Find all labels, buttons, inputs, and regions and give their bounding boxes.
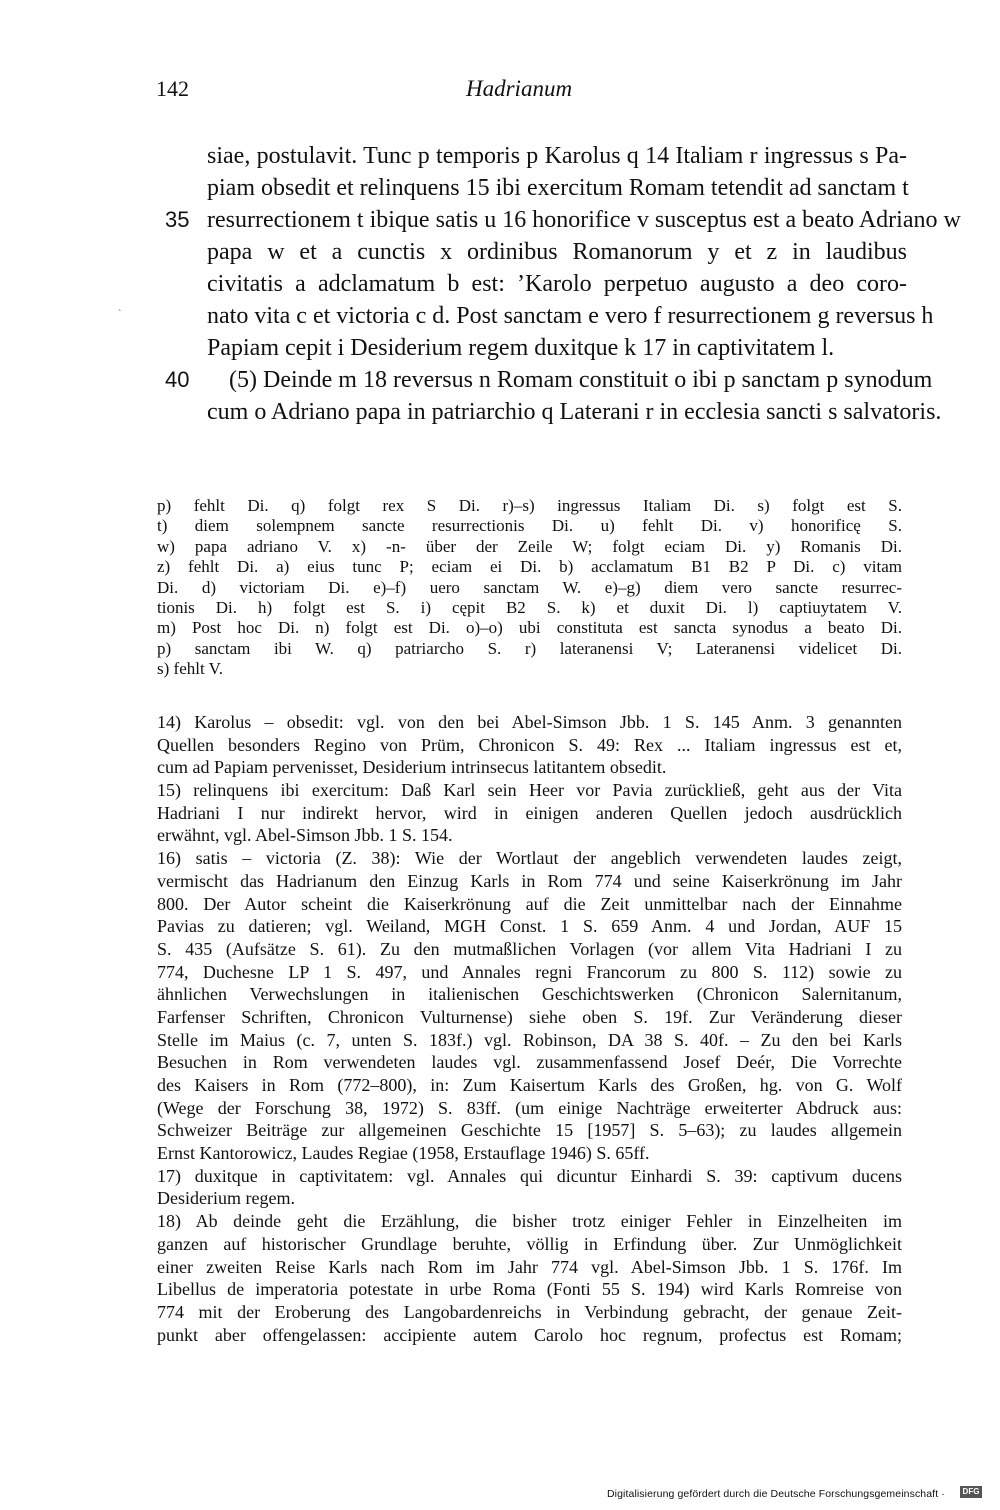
critical-apparatus (157, 496, 902, 680)
commentary-line: 16) satis – victoria (Z. 38): Wie der Wortlaut der angeblich verwendeten laudes zeigt, (157, 848, 902, 869)
margin-mark: ˋ (118, 309, 122, 320)
apparatus-line: m) Post hoc Di. n) folgt est Di. o)–o) ubi constituta est sancta synodus a beato Di. (157, 618, 902, 638)
commentary-line: vermischt das Hadrianum den Einzug Karls in Rom 774 und seine Kaiserkrönung im Jahr (157, 870, 902, 891)
apparatus-line: s) fehlt V. (157, 659, 223, 679)
commentary-line: 18) Ab deinde geht die Erzählung, die bisher trotz einiger Fehler in Einzelheiten im (157, 1211, 902, 1232)
commentary-line: Farfenser Schriften, Chronicon Vulturnense) siehe oben S. 19f. Zur Veränderung dieser (157, 1006, 902, 1027)
commentary-line: Pavias zu datieren; vgl. Weiland, MGH Const. 1 S. 659 Anm. 4 und Jordan, AUF 15 (157, 916, 902, 937)
main-line (165, 364, 933, 396)
line-number: 35 (165, 207, 190, 232)
commentary-line: Hadriani I nur indirekt hervor, wird in einigen anderen Quellen jedoch ausdrücklich (157, 802, 902, 823)
commentary-line: 774, Duchesne LP 1 S. 497, und Annales regni Francorum zu 800 S. 112) sowie zu (157, 961, 902, 982)
commentary-line: Desiderium regem. (157, 1188, 295, 1209)
apparatus-line: t) diem solempnem sancte resurrectionis Di. u) fehlt Di. v) honorificę S. (157, 516, 902, 536)
commentary-line: cum ad Papiam pervenisset, Desiderium intrinsecus latitantem obsedit. (157, 757, 667, 778)
main-line-text: resurrectionem t ibique satis u 16 honorifice v susceptus est a beato Adriano w (207, 207, 961, 233)
commentary-line: Stelle im Maius (c. 7, unten S. 183f.) vgl. Robinson, DA 38 S. 40f. – Zu den bei Karls (157, 1029, 902, 1050)
line-number: 40 (165, 367, 190, 392)
commentary-line: 774 mit der Eroberung des Langobardenreichs in Verbindung gebracht, der genaue Zeit- (157, 1301, 902, 1322)
commentary-line: 15) relinquens ibi exercitum: Daß Karl sein Heer vor Pavia zurückließ, geht aus der Vita (157, 780, 902, 801)
apparatus-line: Di. d) victoriam Di. e)–f) uero sanctam W. e)–g) diem vero sancte resurrec- (157, 577, 902, 597)
apparatus-line: tionis Di. h) folgt est S. i) cępit B2 S. k) et duxit Di. l) captiuytatem V. (157, 597, 902, 617)
main-line (207, 172, 907, 204)
main-line (207, 268, 907, 300)
main-text-block (165, 140, 961, 428)
page-number: 142 (156, 76, 189, 101)
main-line (207, 300, 934, 332)
main-line (207, 236, 907, 268)
commentary-line: 17) duxitque in captivitatem: vgl. Annales qui dicuntur Einhardi S. 39: captivum ducens (157, 1165, 902, 1186)
commentary-line: Ernst Kantorowicz, Laudes Regiae (1958, Erstauflage 1946) S. 65ff. (157, 1143, 650, 1164)
main-line-text: civitatis a adclamatum b est: ’Karolo perpetuo augusto a deo coro- (207, 271, 907, 297)
main-line-text: siae, postulavit. Tunc p temporis p Karolus q 14 Italiam r ingressus s Pa- (207, 143, 907, 169)
commentary-line: 800. Der Autor scheint die Kaiserkrönung auf die Zeit unmittelbar nach der Einnahme (157, 893, 902, 914)
main-line-text: piam obsedit et relinquens 15 ibi exercitum Romam tetendit ad sanctam t (207, 175, 909, 201)
apparatus-line: p) fehlt Di. q) folgt rex S Di. r)–s) ingressus Italiam Di. s) folgt est S. (157, 496, 902, 515)
commentary-line: Besuchen in Rom verwendeten laudes vgl. zusammenfassend Josef Deér, Die Vorrechte (157, 1052, 902, 1073)
commentary-notes (157, 711, 902, 1346)
commentary-line: S. 435 (Aufsätze S. 61). Zu den mutmaßlichen Vorlagen (vor allem Vita Hadriani I zu (157, 938, 902, 959)
commentary-line: erwähnt, vgl. Abel-Simson Jbb. 1 S. 154. (157, 825, 453, 846)
main-line-text: cum o Adriano papa in patriarchio q Laterani r in ecclesia sancti s salvatoris. (207, 399, 942, 425)
main-line-text: papa w et a cunctis x ordinibus Romanorum y et z in laudibus (207, 239, 907, 265)
commentary-line: Schweizer Beiträge zur allgemeinen Geschichte 15 [1957] S. 5–63); zu laudes allgemein (157, 1120, 902, 1141)
commentary-line: des Kaisers in Rom (772–800), in: Zum Kaisertum Karls des Großen, hg. von G. Wolf (157, 1075, 902, 1095)
commentary-line: 14) Karolus – obsedit: vgl. von den bei Abel-Simson Jbb. 1 S. 145 Anm. 3 genannten (157, 712, 902, 732)
apparatus-line: p) sanctam ibi W. q) patriarcho S. r) lateranensi V; Lateranensi videlicet Di. (157, 638, 902, 658)
main-line-text: Papiam cepit i Desiderium regem duxitque k 17 in captivitatem l. (207, 335, 835, 361)
commentary-line: Libellus de imperatoria potestate in urbe Roma (Fonti 55 S. 194) wird Karls Romreise von (157, 1279, 902, 1300)
main-line (207, 332, 907, 364)
commentary-line: ganzen auf historischer Grundlage beruhte, völlig in Erfindung über. Zur Unmöglichkeit (157, 1233, 902, 1254)
commentary-line: einer zweiten Reise Karls nach Rom im Jahr 774 vgl. Abel-Simson Jbb. 1 S. 176f. Im (157, 1256, 902, 1277)
main-line (165, 204, 961, 236)
commentary-line: punkt aber offengelassen: accipiente autem Carolo hoc regnum, profectus est Romam; (157, 1324, 902, 1345)
main-line-text: (5) Deinde m 18 reversus n Romam constituit o ibi p sanctam p synodum (229, 367, 933, 393)
apparatus-line: z) fehlt Di. a) eius tunc P; eciam ei Di. b) acclamatum B1 B2 P Di. c) vitam (157, 557, 902, 577)
main-line (207, 396, 942, 428)
running-title: Hadrianum (466, 76, 573, 101)
commentary-line: Quellen besonders Regino von Prüm, Chronicon S. 49: Rex ... Italiam ingressus est et, (157, 734, 902, 755)
apparatus-line: w) papa adriano V. x) -n- über der Zeile W; folgt eciam Di. y) Romanis Di. (157, 536, 902, 556)
main-line (207, 140, 907, 172)
dfg-logo: DFG (960, 1486, 982, 1498)
commentary-line: (Wege der Forschung 38, 1972) S. 83ff. (um einige Nachträge erweiterter Abdruck aus: (157, 1097, 902, 1118)
commentary-line: ähnlichen Verwechslungen in italienischen Geschichtswerken (Chronicon Salernitanum, (157, 984, 902, 1005)
main-line-text: nato vita c et victoria c d. Post sanctam e vero f resurrectionem g reversus h (207, 303, 934, 329)
digitization-credit: Digitalisierung gefördert durch die Deutsche Forschungsgemeinschaft · (607, 1488, 945, 1500)
